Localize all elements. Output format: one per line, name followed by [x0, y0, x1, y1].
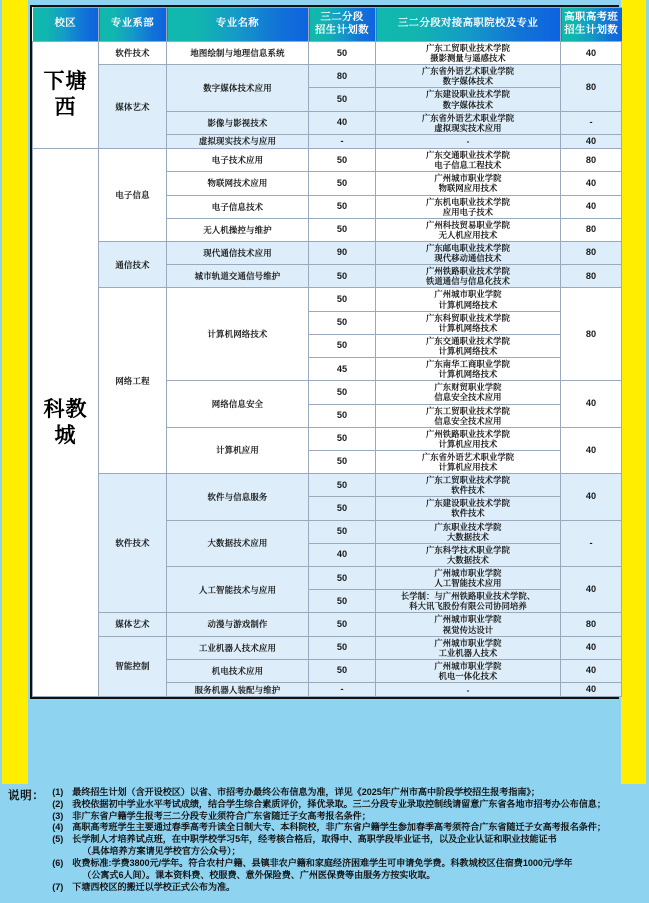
- table-row: [33, 636, 622, 659]
- header-plan-count: [309, 8, 376, 42]
- cell-partner-college: [376, 590, 561, 613]
- header-major-name: 专业名称: [167, 8, 309, 42]
- partner-college-name: 广州城市职业学院: [434, 173, 502, 184]
- partner-major-name: 计算机网络技术: [438, 299, 498, 310]
- partner-college-name: -: [466, 136, 470, 147]
- partner-college-name: 广东省外语艺术职业学院: [421, 66, 515, 77]
- cell-partner-college: [376, 42, 561, 65]
- cell-partner-college: [376, 88, 561, 111]
- table-row: [33, 65, 622, 88]
- header-gaokao-class-count: [561, 8, 622, 42]
- cell-gaokao-count: -: [561, 111, 622, 134]
- note-item: [52, 787, 644, 799]
- cell-campus: 下塘西: [33, 42, 99, 149]
- note-index: (3): [52, 810, 64, 821]
- partner-major-name: 铁道通信与信息化技术: [426, 276, 510, 287]
- cell-plan-count: -: [309, 134, 376, 148]
- cell-gaokao-count: 80: [561, 149, 622, 172]
- cell-partner-college: [376, 427, 561, 450]
- cell-plan-count: 40: [309, 543, 376, 566]
- table-header-row: [33, 8, 622, 42]
- table-body: [33, 42, 622, 697]
- cell-partner-college: [376, 288, 561, 311]
- partner-major-name: 视觉传达设计: [442, 624, 494, 635]
- partner-college-name: 广州城市职业学院: [434, 637, 502, 648]
- cell-gaokao-count: 40: [561, 683, 622, 697]
- partner-college-name: -: [466, 684, 470, 695]
- header-partner-college: 三二分段对接高职院校及专业: [376, 8, 561, 42]
- cell-partner-college: [376, 65, 561, 88]
- header-plan-line1: 三二分段: [320, 11, 364, 23]
- table-row: [33, 613, 622, 636]
- cell-gaokao-count: 40: [561, 659, 622, 682]
- cell-plan-count: 50: [309, 613, 376, 636]
- partner-college-name: 广东工贸职业技术学院: [426, 43, 510, 53]
- header-gz-line2: 招生计划数: [564, 24, 619, 36]
- cell-gaokao-count: 40: [561, 567, 622, 613]
- cell-major-name: 数字媒体技术应用: [167, 65, 309, 111]
- cell-major-name: 城市轨道交通信号维护: [167, 265, 309, 288]
- cell-plan-count: 50: [309, 334, 376, 357]
- partner-major-name: 工业机器人技术: [438, 647, 498, 658]
- cell-plan-count: 45: [309, 358, 376, 381]
- partner-college-name: 长学制：与广州铁路职业技术学院、: [400, 591, 536, 602]
- cell-department: 软件技术: [99, 474, 167, 613]
- cell-department: 智能控制: [99, 636, 167, 697]
- partner-major-name: 虚拟现实技术应用: [434, 122, 502, 133]
- partner-college-name: 广州科技贸易职业学院: [426, 219, 510, 230]
- cell-partner-college: [376, 172, 561, 195]
- cell-partner-college: [376, 683, 561, 697]
- cell-plan-count: 50: [309, 567, 376, 590]
- note-item: [52, 882, 644, 894]
- cell-major-name: 软件与信息服务: [167, 474, 309, 520]
- partner-college-name: 广东南华工商职业学院: [426, 359, 510, 370]
- left-yellow-band: [2, 0, 28, 784]
- right-yellow-band: [621, 0, 646, 784]
- partner-major-name: 机电一体化技术: [438, 671, 498, 682]
- partner-college-name: 广州城市职业学院: [434, 660, 502, 671]
- partner-college-name: 广东工贸职业技术学院: [426, 475, 510, 486]
- cell-major-name: 动漫与游戏制作: [167, 613, 309, 636]
- note-index: (6): [52, 857, 64, 868]
- cell-partner-college: [376, 567, 561, 590]
- cell-gaokao-count: 40: [561, 474, 622, 520]
- cell-partner-college: [376, 195, 561, 218]
- cell-major-name: 工业机器人技术应用: [167, 636, 309, 659]
- cell-partner-college: [376, 149, 561, 172]
- note-text: 长学制人才培养试点班，在中职学校学习5年，经考核合格后，取得中、高职学段毕业证书，以及企业认证和职业技能证书 （具体培养方案请见学校官方公众号）；: [72, 834, 644, 858]
- cell-partner-college: [376, 134, 561, 148]
- cell-major-name: 服务机器人装配与维护: [167, 683, 309, 697]
- cell-campus: 科教城: [33, 149, 99, 697]
- note-text: 最终招生计划（含开设校区）以省、市招考办最终公布信息为准，详见《2025年广州市高中阶段学校招生报考指南》；: [72, 787, 540, 797]
- cell-plan-count: 50: [309, 497, 376, 520]
- cell-major-name: 无人机操控与维护: [167, 218, 309, 241]
- cell-gaokao-count: 80: [561, 241, 622, 264]
- note-text: 我校依据初中学业水平考试成绩，结合学生综合素质评价，择优录取。三二分段专业录取控制线请留意广东省各地市招考办公布信息；: [72, 798, 606, 809]
- cell-partner-college: [376, 241, 561, 264]
- header-department: 专业系部: [99, 8, 167, 42]
- cell-plan-count: -: [309, 683, 376, 697]
- partner-college-name: 广东邮电职业技术学院: [426, 242, 510, 253]
- cell-plan-count: 40: [309, 111, 376, 134]
- partner-major-name: 物联网应用技术: [438, 183, 498, 194]
- partner-major-name: 计算机应用技术: [438, 438, 498, 449]
- cell-major-name: 地图绘制与地理信息系统: [167, 42, 309, 65]
- cell-gaokao-count: 80: [561, 613, 622, 636]
- table-row: [33, 288, 622, 311]
- cell-plan-count: 50: [309, 195, 376, 218]
- cell-department: 媒体艺术: [99, 65, 167, 149]
- partner-college-name: 广东交通职业技术学院: [426, 335, 510, 346]
- partner-major-name: 电子信息工程技术: [434, 160, 502, 171]
- cell-major-name: 物联网技术应用: [167, 172, 309, 195]
- cell-plan-count: 50: [309, 590, 376, 613]
- cell-plan-count: 50: [309, 474, 376, 497]
- cell-plan-count: 50: [309, 149, 376, 172]
- note-item: [52, 822, 644, 834]
- note-text-continued: （公寓式6人间）。课本资料费、校服费、意外保险费、广州医保费等由服务方按实收取。: [82, 869, 436, 880]
- partner-college-name: 广东建设职业技术学院: [426, 498, 510, 509]
- note-text: 下塘西校区的搬迁以学校正式公布为准。: [72, 881, 236, 892]
- cell-plan-count: 80: [309, 65, 376, 88]
- notes-section: [8, 787, 644, 893]
- partner-major-name: 信息安全技术应用: [434, 392, 502, 403]
- cell-gaokao-count: 80: [561, 265, 622, 288]
- partner-college-name: 广东交通职业技术学院: [426, 150, 510, 161]
- cell-gaokao-count: -: [561, 520, 622, 566]
- cell-plan-count: 90: [309, 241, 376, 264]
- notes-label: 说明：: [8, 789, 45, 802]
- cell-major-name: 影像与影视技术: [167, 111, 309, 134]
- cell-plan-count: 50: [309, 288, 376, 311]
- note-item: [52, 834, 644, 858]
- partner-college-name: 广东省外语艺术职业学院: [421, 451, 515, 462]
- partner-major-name: 现代移动通信技术: [434, 253, 502, 264]
- table-row: [33, 241, 622, 264]
- partner-college-name: 广东机电职业技术学院: [426, 196, 510, 207]
- partner-college-name: 广州城市职业学院: [434, 289, 502, 300]
- partner-college-name: 广州铁路职业技术学院: [426, 266, 510, 277]
- cell-gaokao-count: 80: [561, 65, 622, 111]
- cell-department: 网络工程: [99, 288, 167, 474]
- note-index: (2): [52, 798, 64, 809]
- cell-plan-count: 50: [309, 636, 376, 659]
- partner-major-name: 数字媒体技术: [442, 76, 494, 87]
- partner-major-name: 软件技术: [451, 485, 485, 496]
- header-gz-line1: 高职高考班: [564, 11, 619, 23]
- partner-major-name: 科大讯飞股份有限公司协同培养: [409, 601, 527, 612]
- cell-gaokao-count: 40: [561, 134, 622, 148]
- notes-list: [52, 787, 644, 893]
- table-row: [33, 474, 622, 497]
- note-text: 收费标准:学费3800元/学年。符合农村户籍、县镇非农户籍和家庭经济困难学生可申请免学费。科教城校区住宿费1000元/学年 （公寓式6人间）。课本资料费、校服费、意外保险费、广州医保费等由服务方按实收取。: [72, 858, 644, 882]
- cell-major-name: 虚拟现实技术与应用: [167, 134, 309, 148]
- cell-partner-college: [376, 265, 561, 288]
- note-item: [52, 858, 644, 882]
- note-item: [52, 799, 644, 811]
- partner-major-name: 信息安全技术应用: [434, 415, 502, 426]
- cell-plan-count: 50: [309, 265, 376, 288]
- cell-department: 通信技术: [99, 241, 167, 287]
- cell-plan-count: 50: [309, 404, 376, 427]
- partner-major-name: 应用电子技术: [442, 206, 494, 217]
- enrollment-plan-table-container: [30, 5, 619, 699]
- partner-major-name: 大数据技术: [447, 554, 489, 565]
- note-index: (1): [52, 787, 64, 797]
- cell-partner-college: [376, 543, 561, 566]
- cell-partner-college: [376, 111, 561, 134]
- cell-major-name: 计算机应用: [167, 427, 309, 473]
- cell-gaokao-count: 80: [561, 218, 622, 241]
- partner-major-name: 计算机应用技术: [438, 462, 498, 473]
- header-plan-line2: 招生计划数: [315, 24, 369, 36]
- table-row: [33, 149, 622, 172]
- partner-major-name: 数字媒体技术: [442, 99, 494, 110]
- cell-partner-college: [376, 218, 561, 241]
- cell-partner-college: [376, 497, 561, 520]
- header-campus: 校区: [33, 8, 99, 42]
- cell-plan-count: 50: [309, 172, 376, 195]
- cell-gaokao-count: 80: [561, 288, 622, 381]
- partner-major-name: 摄影测量与遥感技术: [430, 53, 506, 64]
- cell-partner-college: [376, 474, 561, 497]
- cell-partner-college: [376, 636, 561, 659]
- partner-major-name: 计算机网络技术: [438, 345, 498, 356]
- cell-gaokao-count: 40: [561, 195, 622, 218]
- partner-college-name: 广州城市职业学院: [434, 568, 502, 579]
- cell-major-name: 大数据技术应用: [167, 520, 309, 566]
- note-text-continued: （具体培养方案请见学校官方公众号）；: [82, 846, 241, 857]
- cell-major-name: 人工智能技术与应用: [167, 567, 309, 613]
- cell-gaokao-count: 40: [561, 636, 622, 659]
- partner-college-name: 广东职业技术学院: [434, 521, 502, 532]
- cell-plan-count: 50: [309, 427, 376, 450]
- cell-plan-count: 50: [309, 381, 376, 404]
- cell-department: 软件技术: [99, 42, 167, 65]
- cell-partner-college: [376, 381, 561, 404]
- note-text: 非广东省户籍学生报考三二分段专业须符合广东省随迁子女高考报名条件；: [72, 810, 371, 821]
- cell-plan-count: 50: [309, 450, 376, 473]
- partner-major-name: 计算机网络技术: [438, 369, 498, 380]
- cell-plan-count: 50: [309, 520, 376, 543]
- partner-major-name: 计算机网络技术: [438, 322, 498, 333]
- cell-plan-count: 50: [309, 42, 376, 65]
- partner-college-name: 广州城市职业学院: [434, 614, 502, 625]
- cell-major-name: 网络信息安全: [167, 381, 309, 427]
- cell-major-name: 计算机网络技术: [167, 288, 309, 381]
- partner-major-name: 人工智能技术应用: [434, 578, 502, 589]
- cell-plan-count: 50: [309, 659, 376, 682]
- partner-major-name: 无人机应用技术: [438, 229, 498, 240]
- note-item: [52, 811, 644, 823]
- partner-college-name: 广东科贸职业技术学院: [426, 312, 510, 323]
- cell-partner-college: [376, 358, 561, 381]
- cell-partner-college: [376, 404, 561, 427]
- cell-partner-college: [376, 659, 561, 682]
- table-header: [33, 8, 622, 42]
- note-index: (7): [52, 881, 64, 892]
- cell-department: 电子信息: [99, 149, 167, 242]
- partner-major-name: 软件技术: [451, 508, 485, 519]
- enrollment-plan-table: [32, 7, 622, 697]
- partner-college-name: 广东省外语艺术职业学院: [421, 112, 515, 123]
- partner-college-name: 广州铁路职业技术学院: [426, 428, 510, 439]
- cell-plan-count: 50: [309, 311, 376, 334]
- partner-college-name: 广东工贸职业技术学院: [426, 405, 510, 416]
- cell-major-name: 电子技术应用: [167, 149, 309, 172]
- cell-gaokao-count: 40: [561, 381, 622, 427]
- table-row: [33, 42, 622, 65]
- cell-partner-college: [376, 613, 561, 636]
- cell-major-name: 机电技术应用: [167, 659, 309, 682]
- note-index: (5): [52, 834, 64, 845]
- cell-partner-college: [376, 334, 561, 357]
- note-text: 高职高考班学生主要通过春季高考升读全日制大专、本科院校，非广东省户籍学生参加春季高考须符合广东省随迁子女高考报名条件；: [72, 822, 606, 833]
- cell-partner-college: [376, 311, 561, 334]
- partner-college-name: 广东科学技术职业学院: [426, 544, 510, 555]
- partner-major-name: 大数据技术: [447, 531, 489, 542]
- cell-gaokao-count: 40: [561, 172, 622, 195]
- cell-department: 媒体艺术: [99, 613, 167, 636]
- cell-partner-college: [376, 450, 561, 473]
- cell-gaokao-count: 40: [561, 427, 622, 473]
- note-index: (4): [52, 822, 64, 833]
- partner-college-name: 广东建设职业技术学院: [426, 89, 510, 100]
- partner-college-name: 广东财贸职业学院: [434, 382, 502, 393]
- cell-gaokao-count: 40: [561, 42, 622, 65]
- cell-plan-count: 50: [309, 218, 376, 241]
- cell-partner-college: [376, 520, 561, 543]
- cell-major-name: 现代通信技术应用: [167, 241, 309, 264]
- cell-plan-count: 50: [309, 88, 376, 111]
- cell-major-name: 电子信息技术: [167, 195, 309, 218]
